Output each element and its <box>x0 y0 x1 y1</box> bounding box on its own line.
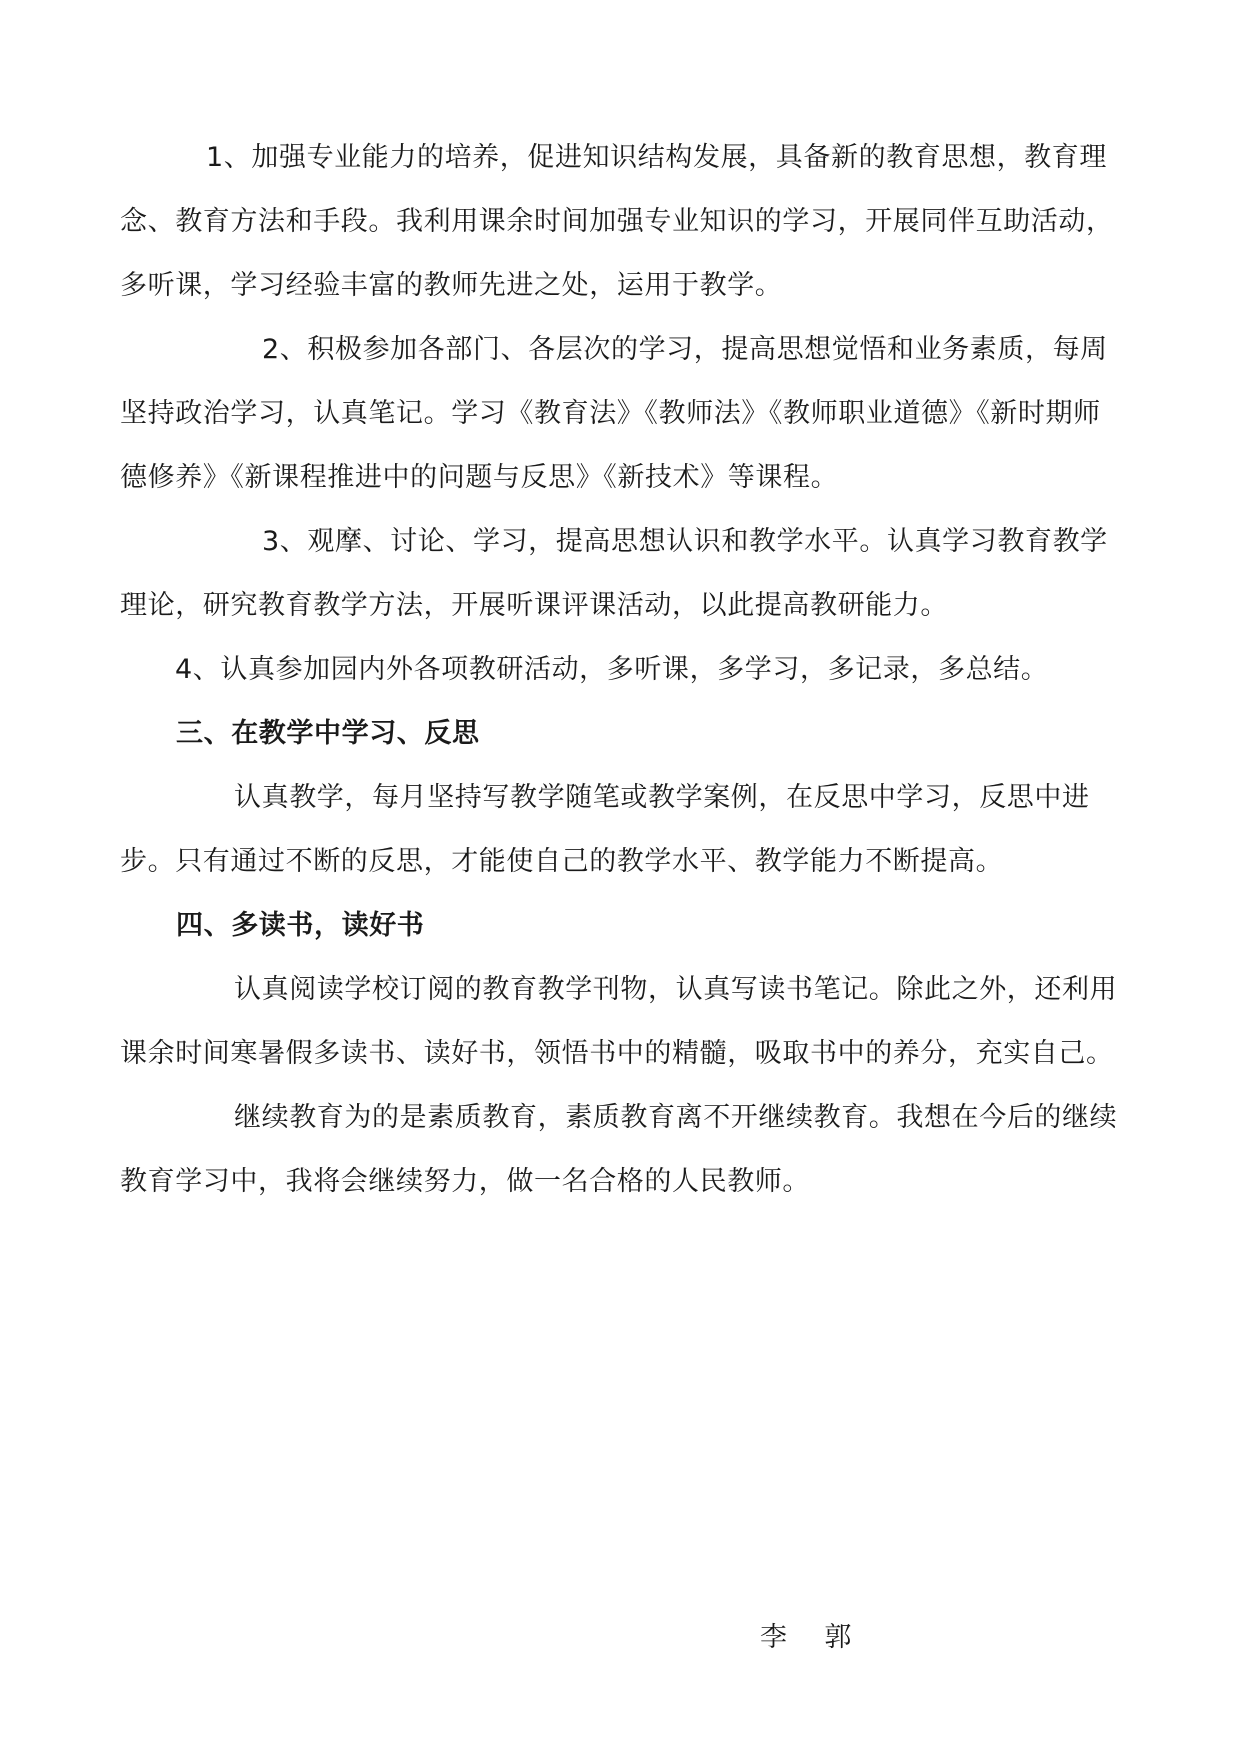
section-heading-reflection: 三、在教学中学习、反思 <box>176 718 480 749</box>
section-heading-reading: 四、多读书，读好书 <box>176 910 425 941</box>
paragraph-item-2: 2、积极参加各部门、各层次的学习，提高思想觉悟和业务素质，每周坚持政治学习，认真笔记。学习《教育法》《教师法》《教师职业道德》《新时期师德修养》《新课程推进中的问题与反思》《新技术》等课程。 <box>120 334 1108 493</box>
paragraph-item-4: 4、认真参加园内外各项教研活动，多听课，多学习，多记录，多总结。 <box>175 654 1049 685</box>
conclusion-paragraph: 继续教育为的是素质教育，素质教育离不开继续教育。我想在今后的继续教育学习中，我将会继续努力，做一名合格的人民教师。 <box>120 1102 1118 1197</box>
document-body <box>120 126 1122 1214</box>
author-signature: 李 郭 <box>760 1622 852 1653</box>
paragraph-item-3: 3、观摩、讨论、学习，提高思想认识和教学水平。认真学习教育教学理论，研究教育教学方法，开展听课评课活动，以此提高教研能力。 <box>120 526 1108 621</box>
section-body-reading: 认真阅读学校订阅的教育教学刊物，认真写读书笔记。除此之外，还利用课余时间寒暑假多读书、读好书，领悟书中的精髓，吸取书中的养分，充实自己。 <box>120 974 1118 1069</box>
paragraph-item-1: 1、加强专业能力的培养，促进知识结构发展，具备新的教育思想，教育理念、教育方法和手段。我利用课余时间加强专业知识的学习，开展同伴互助活动，多听课，学习经验丰富的教师先进之处，运用于教学。 <box>120 142 1114 301</box>
section-body-reflection: 认真教学，每月坚持写教学随笔或教学案例，在反思中学习，反思中进步。只有通过不断的反思，才能使自己的教学水平、教学能力不断提高。 <box>120 782 1090 877</box>
